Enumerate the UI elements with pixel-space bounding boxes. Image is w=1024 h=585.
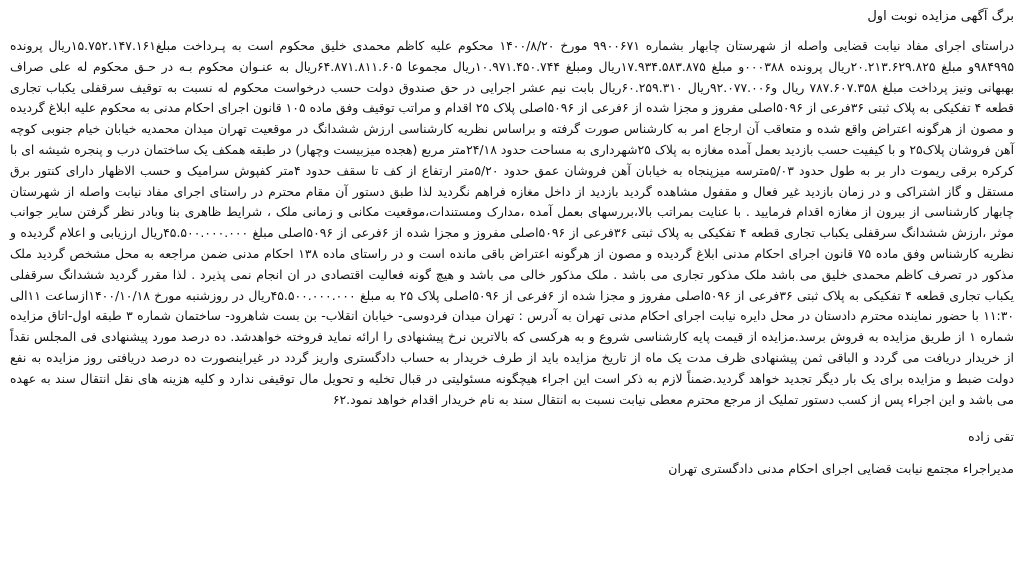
auction-notice [10, 0, 1014, 585]
notice-body: دراستای اجرای مفاد نیابت قضایی واصله از شهرستان چابهار بشماره ۹۹۰۰۶۷۱ مورخ ۱۴۰۰/۸/۲۰ محکوم علیه کاظم محمدی خلیق محکوم است به پـرداخت مبلغ۱۵.۷۵۲.۱۴۷.۱۶۱ریال پرونده ۹۸۴۹۹۵و مبلغ ۲۰.۲۱۳.۶۲۹.۸۲۵ریال پرونده ۰۰۰۳۸۸و مبلغ ۱۷.۹۳۴.۵۸۳.۸۷۵ریال ومبلغ ۱۰.۹۷۱.۴۵۰.۷۴۴ریال مجموعا ۶۴.۸۷۱.۸۱۱.۶۰۵ریال به عنـوان محکوم بـه در حـق محکوم له علی صراف بهبهانی ونیز پرداخت مبلغ ۷۸۷.۶۰۷.۳۵۸ ریال و۹۲.۰۷۷.۰۰۶ریال ۶۰.۲۵۹.۳۱۰ریال بابت نیم عشر اجرایی در حق صندوق دولت حسب درخواست محکوم له نسبت به توقیف سرقفلی یکباب تجاری قطعه ۴ تفکیکی به پلاک ثبتی ۳۶فرعی از ۵۰۹۶اصلی مفروز و مجزا شده از ۶فرعی از ۵۰۹۶اصلی پلاک ۲۵ اقدام و مراتب توقیف وفق ماده ۱۰۵ قانون اجرای احکام مدنی به محکوم علیه ابلاغ گردیده و مصون از هرگونه اعتراض واقع شده و متعاقب آن ارجاع امر به کارشناس صورت گرفته و براساس نظریه کارشناسی ارزش ششدانگ در موقعیت تهران میدان محمدیه خیابان خیام جنوبی کوچه آهن فروشان پلاک۲۵ و با کیفیت حسب بازدید بعمل آمده مغازه به پلاک ۲۵شهرداری به مساحت حدود ۲۴/۱۸متر مربع (هجده میزبیست وچهار) در طبقه همکف یک ساختمان درب و پنجره شیشه ای با کرکره برقی ریموت دار بر به طول حدود ۵/۰۳مترسه میزپنجاه به خیابان آهن فروشان عمق حدود ۵/۲۰متر ارتفاع از کف تا سقف حدود ۴متر کفپوش سرامیک و حسب الاظهار دارای کنتور برق مستقل و گاز اشتراکی و در زمان بازدید غیر فعال و مقفول مشاهده گردید بازدید از داخل مغازه فراهم نگردید لذا طبق دستور آن مقام محترم در راستای اجرای مفاد نیابت واصله از شهرستان چابهار کارشناسی از بیرون از مغازه اقدام فرمایید . با عنایت بمراتب بالا،بررسهای بعمل آمده ،مدارک ومستندات،موقعیت مکانی و زمانی ملک ، شرایط ظاهری بنا وبادر نظر گرفتن سایر جوانب موثر ،ارزش ششدانگ سرقفلی یکباب تجاری قطعه ۴ تفکیکی به پلاک ثبتی ۳۶فرعی از ۵۰۹۶اصلی مفروز و مجزا شده از ۶فرعی از ۵۰۹۶اصلی مبلغ ۴۵.۵۰۰.۰۰۰.۰۰۰ریال ارزیابی و اعلام گردیده و نظریه کارشناس وفق ماده ۷۵ قانون اجرای احکام مدنی ابلاغ گردیده و مصون از هرگونه اعتراض باقی مانده است و در راستای ماده ۱۳۸ احکام مدنی ضمن مراجعه به محل مشخص گردید ملک مذکور در تصرف کاظم محمدی خلیق می باشد ملک مذکور تجاری می باشد . ملک مذکور خالی می باشد و هیچ گونه فعالیت اقتصادی در ان انجام نمی پذیرد . لذا مقرر گردید ششدانگ سرقفلی یکباب تجاری قطعه ۴ تفکیکی به پلاک ثبتی ۳۶فرعی از ۵۰۹۶اصلی مفروز و مجزا شده از ۶فرعی از ۵۰۹۶اصلی پلاک ۲۵ به مبلغ ۴۵.۵۰۰.۰۰۰.۰۰۰ریال در روزشنبه مورخ ۱۴۰۰/۱۰/۱۸ازساعت ۱۱الی ۱۱:۳۰ با حضور نماینده محترم دادستان در محل دایره نیابت اجرای احکام مدنی تهران به آدرس : تهران میدان فردوسی- خیابان انقلاب- بن بست شاهرود- ساختمان شماره ۳ طبقه اول-اتاق مزایده شماره ۱ از طریق مزایده به فروش برسد.مزایده از قیمت پایه کارشناسی شروع و به هرکسی که بالاترین نرخ پیشنهادی را ارائه نماید فروخته خواهدشد. ده درصد مورد پیشنهادی فی المجلس نقداً از خریدار دریافت می گردد و الباقی ثمن پیشنهادی ظرف مدت یک ماه از تاریخ مزایده باید از طرف خریدار به حساب دادگستری واریز گردد در غیراینصورت ده درصد دریافتی روز مزایده به نفع دولت ضبط و مزایده برای یک بار دیگر تجدید خواهد گردید.ضمناً لازم به ذکر است این اجراء هیچگونه مسئولیتی در قبال تخلیه و تحویل مال توقیفی ندارد و کلیه هزینه های نقل انتقال سند به عهده می باشد و این اجراء پس از کسب دستور تملیک از مرجع محترم معطی نیابت نسبت به انتقال سند به نام خریدار اقدام خواهد نمود.۶۲ [10, 38, 1015, 407]
notice-title: برگ آگهی مزایده نوبت اول [867, 9, 1014, 24]
issuing-authority: مدیراجراء مجتمع نیابت قضایی اجرای احکام مدنی دادگستری تهران [668, 461, 1014, 477]
signer-name: تقی زاده [968, 429, 1014, 445]
